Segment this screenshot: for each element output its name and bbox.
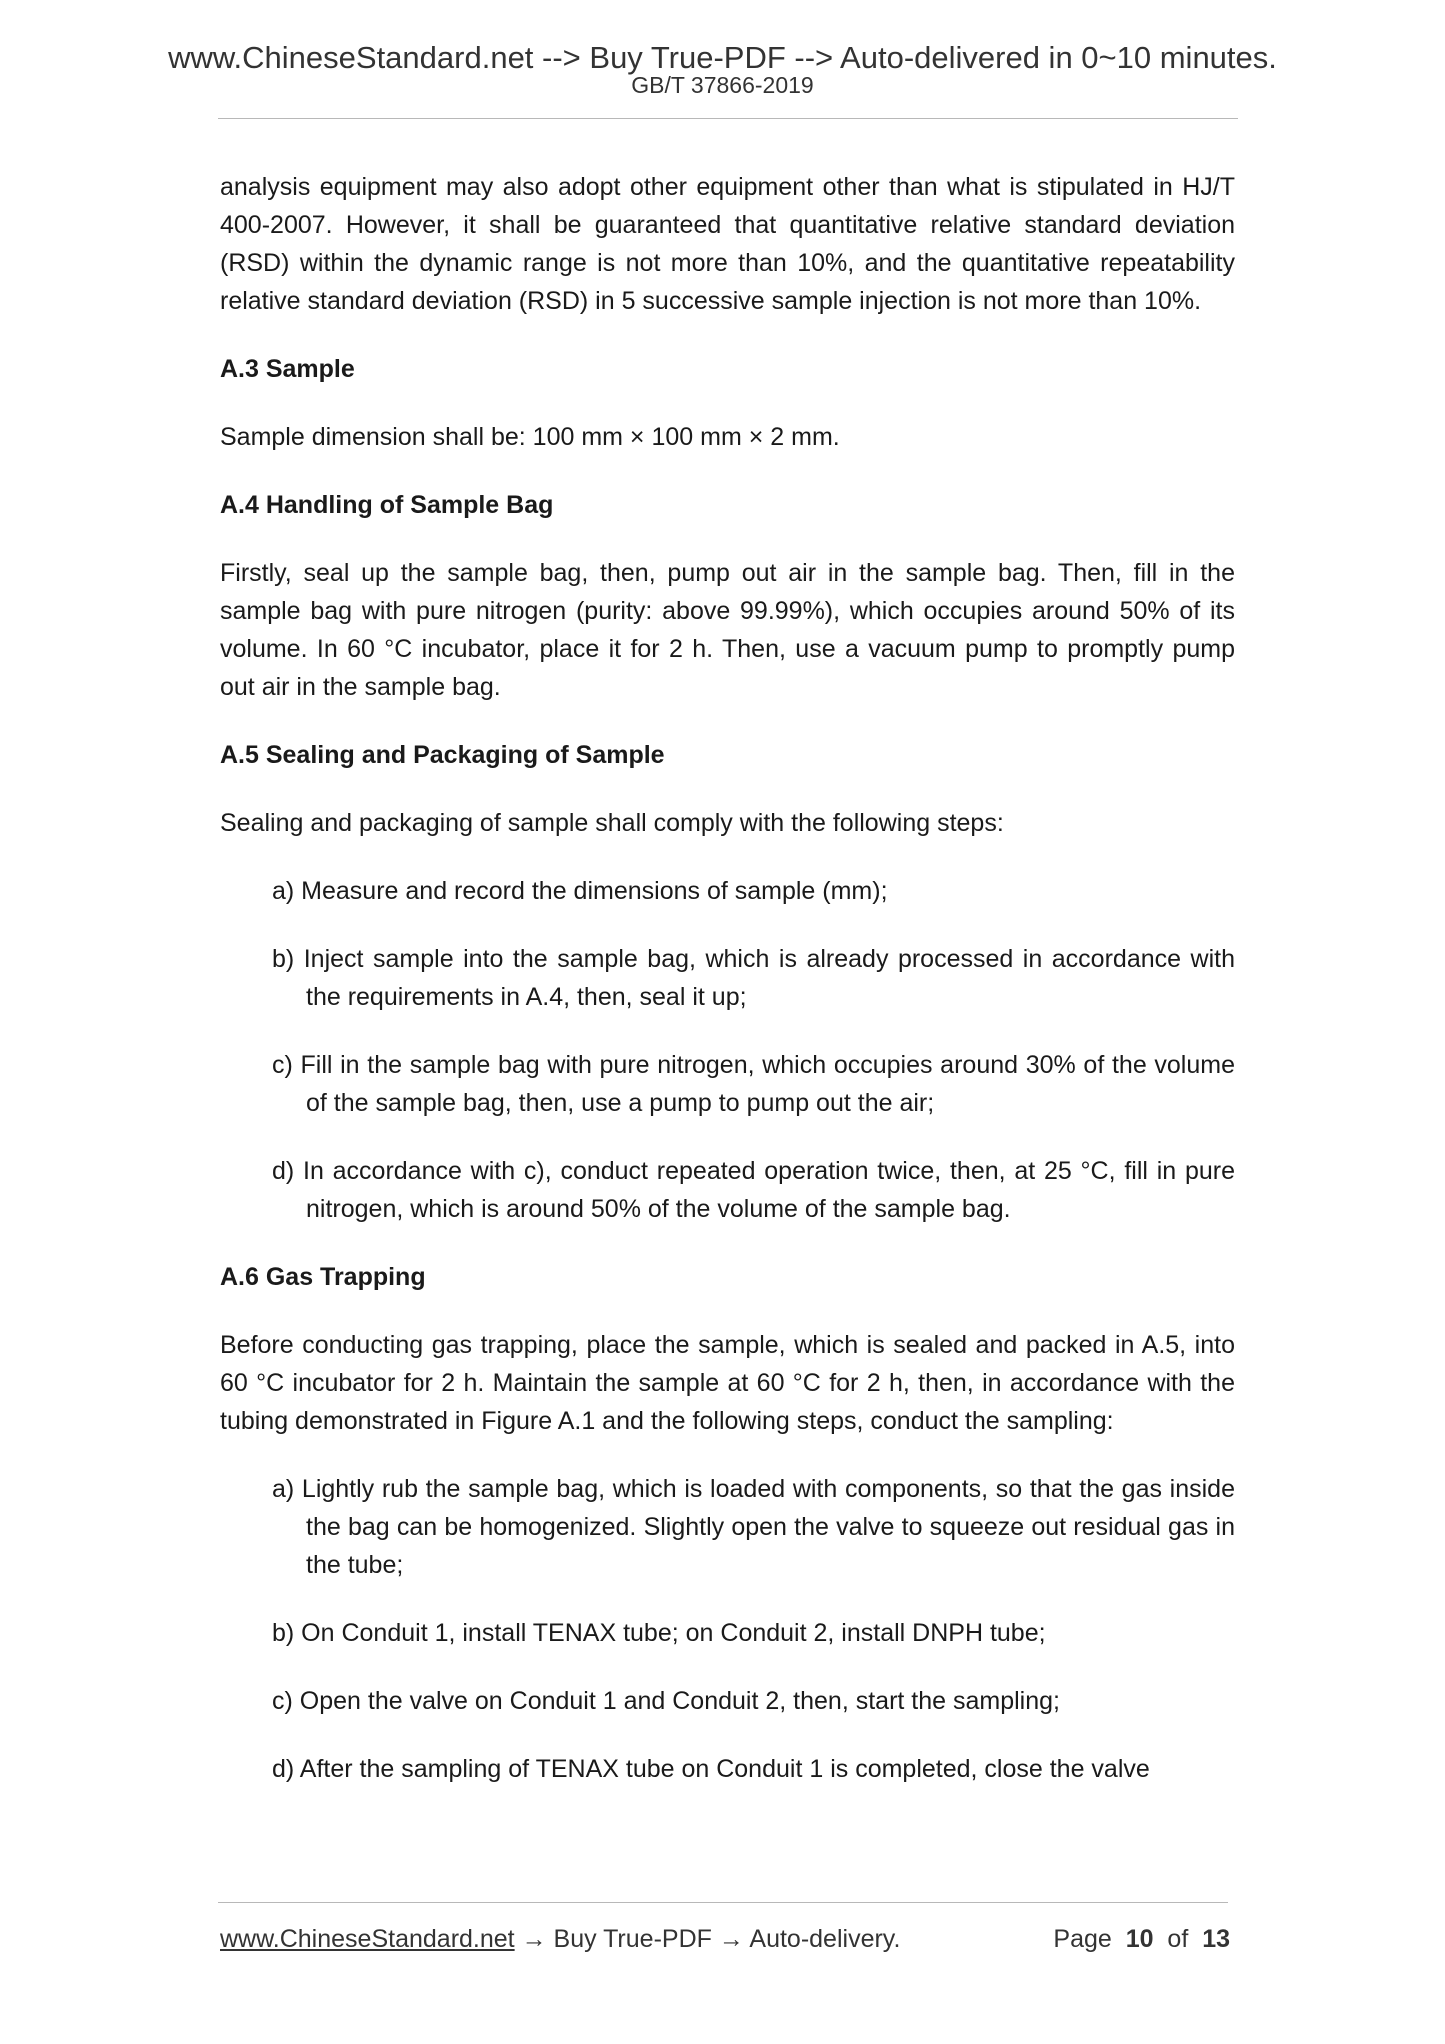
section-a6-text: Before conducting gas trapping, place the sample, which is sealed and packed in A.5, into 60 °C incubator for 2 h. Maintain the sample at 60 °C for 2 h, then, in accordance with the tubing demonstrated in Figure A.1 and the following steps, conduct the sampling:	[220, 1331, 1235, 1435]
section-a5-text: Sealing and packaging of sample shall comply with the following steps:	[220, 809, 1004, 837]
section-a4-text: Firstly, seal up the sample bag, then, pump out air in the sample bag. Then, fill in the sample bag with pure nitrogen (purity: above 99.99%), which occupies around 50% of its volume. In 60 °C incubator, place it for 2 h. Then, use a vacuum pump to promptly pump out air in the sample bag.	[220, 559, 1235, 701]
list-item: c) Open the valve on Conduit 1 and Conduit 2, then, start the sampling;	[272, 1687, 1060, 1715]
intro-paragraph: analysis equipment may also adopt other equipment other than what is stipulated in HJ/T 400-2007. However, it shall be guaranteed that quantitative relative standard deviation (RSD) within the dynamic range is not more than 10%, and the quantitative repeatability relative standard deviation (RSD) in 5 successive sample injection is not more than 10%.	[220, 173, 1235, 315]
list-item: d) In accordance with c), conduct repeated operation twice, then, at 25 °C, fill in pure nitrogen, which is around 50% of the volume of the sample bag.	[272, 1157, 1235, 1223]
list-item: c) Fill in the sample bag with pure nitrogen, which occupies around 30% of the volume of the sample bag, then, use a pump to pump out the air;	[272, 1051, 1235, 1117]
page-total: 13	[1202, 1925, 1230, 1953]
footer-promo-text: → Buy True-PDF → Auto-delivery.	[514, 1925, 901, 1953]
header-divider	[218, 118, 1238, 119]
page-of: of	[1167, 1925, 1189, 1953]
list-item: a) Measure and record the dimensions of sample (mm);	[272, 877, 888, 905]
list-item: d) After the sampling of TENAX tube on Conduit 1 is completed, close the valve	[272, 1755, 1150, 1783]
page-label: Page	[1053, 1925, 1112, 1953]
top-banner: www.ChineseStandard.net --> Buy True-PDF --> Auto-delivered in 0~10 minutes.	[168, 40, 1277, 75]
section-a3-heading: A.3 Sample	[220, 355, 355, 383]
list-item: b) Inject sample into the sample bag, which is already processed in accordance with the requirements in A.4, then, seal it up;	[272, 945, 1235, 1011]
page-indicator	[1053, 1922, 1230, 1956]
section-a5-heading: A.5 Sealing and Packaging of Sample	[220, 741, 665, 769]
footer-divider	[218, 1902, 1228, 1903]
section-a4-heading: A.4 Handling of Sample Bag	[220, 491, 554, 519]
standard-code: GB/T 37866-2019	[631, 72, 814, 98]
section-a6-heading: A.6 Gas Trapping	[220, 1263, 426, 1291]
section-a3-text: Sample dimension shall be: 100 mm × 100 mm × 2 mm.	[220, 423, 840, 451]
page-current: 10	[1125, 1925, 1154, 1953]
list-item: b) On Conduit 1, install TENAX tube; on Conduit 2, install DNPH tube;	[272, 1619, 1046, 1647]
footer-promo	[220, 1922, 900, 1956]
document-body	[220, 168, 1235, 1818]
list-item: a) Lightly rub the sample bag, which is loaded with components, so that the gas inside the bag can be homogenized. Slightly open the valve to squeeze out residual gas in the tube;	[272, 1475, 1235, 1579]
footer-site-link[interactable]: www.ChineseStandard.net	[220, 1925, 515, 1953]
